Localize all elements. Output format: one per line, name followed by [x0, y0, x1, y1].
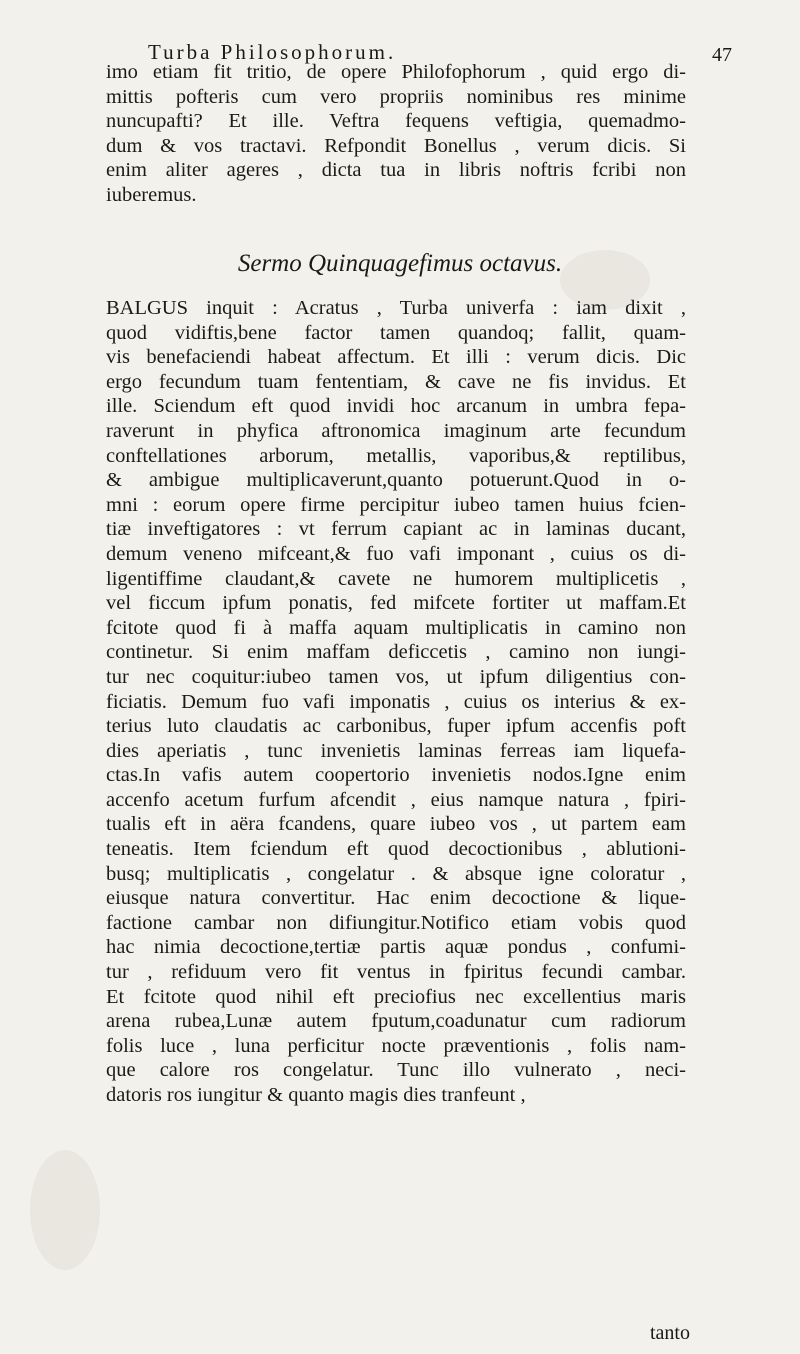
- text-line: ergo fecundum tuam fententiam, & cave ne fis invidus. Et: [106, 370, 686, 393]
- page-number: 47: [712, 44, 732, 66]
- text-line: folis luce , luna perficitur nocte præventionis , folis nam-: [106, 1034, 686, 1057]
- text-line: vel ficcum ipfum ponatis, fed mifcete fortiter ut maffam.Et: [106, 592, 686, 615]
- text-line: quod vidiftis,bene factor tamen quandoq; fallit, quam-: [106, 321, 686, 344]
- text-line: dum & vos tractavi. Refpondit Bonellus , verum dicis. Si: [106, 134, 686, 157]
- text-line: tur , refiduum vero fit ventus in fpiritus fecundi cambar.: [106, 961, 686, 984]
- catchword: tanto: [650, 1322, 690, 1344]
- text-line: busq; multiplicatis , congelatur . & absque igne coloratur ,: [106, 862, 686, 885]
- text-line: mni : eorum opere firme percipitur iubeo tamen huius fcien-: [106, 493, 686, 516]
- text-line: continetur. Si enim maffam deficcetis , camino non iungi-: [106, 641, 686, 664]
- text-line: tualis eft in aëra fcandens, quare iubeo vos , ut partem eam: [106, 813, 686, 836]
- text-line: factione cambar non difiungitur.Notifico etiam vobis quod: [106, 911, 686, 934]
- text-line: teneatis. Item fciendum eft quod decoctionibus , ablutioni-: [106, 838, 686, 861]
- running-head: Turba Philosophorum.: [148, 40, 397, 64]
- text-line: hac nimia decoctione,tertiæ partis aquæ pondus , confumi-: [106, 936, 686, 959]
- text-line: demum veneno mifceant,& fuo vafi imponant , cuius os di-: [106, 542, 686, 565]
- text-line: datoris ros iungitur & quanto magis dies tranfeunt ,: [106, 1084, 526, 1106]
- text-line: iuberemus.: [106, 183, 197, 206]
- text-line: eiusque natura convertitur. Hac enim decoctione & lique-: [106, 887, 686, 910]
- text-line: ficiatis. Demum fuo vafi imponatis , cuius os interius & ex-: [106, 690, 686, 713]
- text-line: ligentiffime claudant,& cavete ne humorem multiplicetis ,: [106, 567, 686, 590]
- main-paragraph: [106, 296, 686, 1108]
- text-line: que calore ros congelatur. Tunc illo vulnerato , neci-: [106, 1059, 686, 1082]
- text-line: ctas.In vafis autem coopertorio invenietis nodos.Igne enim: [106, 764, 686, 787]
- text-line: tur nec coquitur:iubeo tamen vos, ut ipfum diligentius con-: [106, 665, 686, 688]
- section-title: Sermo Quinquagefimus octavus.: [237, 250, 563, 277]
- text-line: terius luto claudatis ac carbonibus, fuper ipfum accenfis poft: [106, 715, 686, 738]
- text-line: ille. Sciendum eft quod invidi hoc arcanum in umbra fepa-: [106, 395, 686, 418]
- text-line: imo etiam fit tritio, de opere Philofophorum , quid ergo di-: [106, 61, 686, 83]
- text-line: conftellationes arborum, metallis, vaporibus,& reptilibus,: [106, 444, 686, 467]
- text-line: BALGUS inquit : Acratus , Turba univerfa : iam dixit ,: [106, 297, 686, 319]
- text-line: Et fcitote quod nihil eft preciofius nec excellentius maris: [106, 985, 686, 1008]
- text-line: enim aliter ageres , dicta tua in libris noftris fcribi non: [106, 159, 686, 181]
- text-line: accenfo acetum furfum afcendit , eius namque natura , fpiri-: [106, 788, 686, 811]
- text-line: fcitote quod fi à maffa aquam multiplicatis in camino non: [106, 616, 686, 639]
- paper-stain: [30, 1150, 100, 1270]
- text-line: nuncupafti? Et ille. Veftra fequens veftigia, quemadmo-: [106, 110, 686, 132]
- text-line: tiæ inveftigatores : vt ferrum capiant ac in laminas ducant,: [106, 518, 686, 541]
- text-line: arena rubea,Lunæ autem fputum,coadunatur cum radiorum: [106, 1010, 686, 1033]
- text-line: raverunt in phyfica aftronomica imaginum arte fecundum: [106, 419, 686, 442]
- text-line: mittis pofteris cum vero propriis nominibus res minime: [106, 85, 686, 108]
- text-line: dies aperiatis , tunc invenietis laminas ferreas iam liquefa-: [106, 739, 686, 762]
- text-line: & ambigue multiplicaverunt,quanto potuerunt.Quod in o-: [106, 469, 686, 492]
- top-paragraph: [106, 60, 686, 207]
- text-line: vis benefaciendi habeat affectum. Et illi : verum dicis. Dic: [106, 346, 686, 369]
